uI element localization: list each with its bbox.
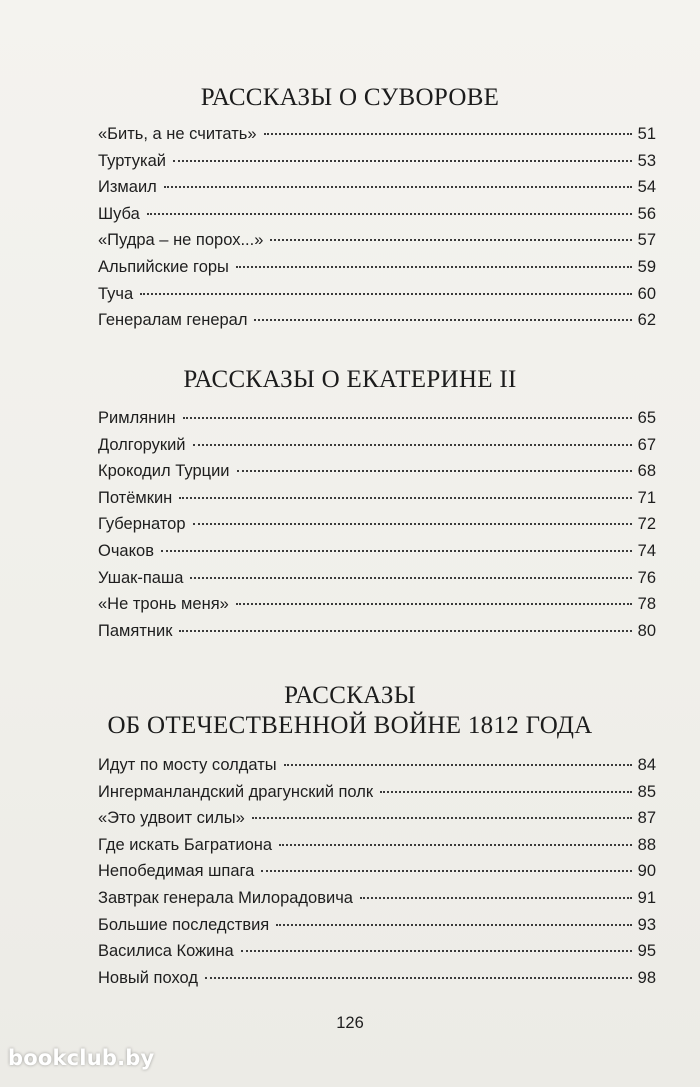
toc-entry: [98, 511, 656, 538]
toc-entry-title: Потёмкин: [98, 488, 173, 507]
dot-leader: [264, 133, 632, 135]
dot-leader: [270, 239, 631, 241]
toc-entry-page-number: 85: [637, 782, 656, 801]
toc-entry-page-number: 80: [637, 621, 656, 640]
toc-entry: [98, 254, 656, 281]
toc-entry-title: Очаков: [98, 541, 154, 560]
toc-entry: [98, 805, 656, 832]
toc-entry: [98, 148, 656, 175]
toc-entry-title: Новый поход: [98, 968, 198, 987]
dot-leader: [147, 213, 632, 215]
toc-entry: [98, 618, 656, 645]
dot-leader: [140, 293, 631, 295]
dot-leader: [236, 266, 632, 268]
toc-entry: [98, 174, 656, 201]
dot-leader: [190, 577, 631, 579]
toc-entry-page-number: 91: [637, 888, 656, 907]
toc-entry-page-number: 56: [637, 204, 656, 223]
toc-entry-title: Памятник: [98, 621, 173, 640]
toc-entry-page-number: 57: [637, 231, 656, 250]
toc-entry-page-number: 54: [637, 178, 656, 197]
toc-list-suvorov: [98, 121, 656, 334]
dot-leader: [279, 844, 632, 846]
toc-entry: [98, 485, 656, 512]
page-number: 126: [336, 1014, 364, 1032]
toc-entry-page-number: 87: [637, 809, 656, 828]
toc-entry-page-number: 72: [637, 515, 656, 534]
toc-entry-page-number: 78: [637, 595, 656, 614]
dot-leader: [193, 523, 632, 525]
toc-entry: [98, 965, 656, 992]
toc-entry: [98, 432, 656, 459]
dot-leader: [164, 186, 632, 188]
toc-entry-title: Крокодил Турции: [98, 462, 230, 481]
toc-entry-title: Идут по мосту солдаты: [98, 756, 277, 774]
toc-entry-title: Генералам генерал: [98, 311, 248, 330]
dot-leader: [360, 897, 632, 899]
section-title-1812-line2: ОБ ОТЕЧЕСТВЕННОЙ ВОЙНЕ 1812 ГОДА: [107, 712, 593, 739]
toc-entry: [98, 858, 656, 885]
toc-entry: [98, 227, 656, 254]
toc-entry-title: Губернатор: [98, 515, 186, 534]
toc-entry: [98, 458, 656, 485]
toc-entry-title: Ингерманландский драгунский полк: [98, 782, 374, 801]
toc-entry-page-number: 67: [637, 435, 656, 454]
toc-entry-title: Долгорукий: [98, 435, 186, 454]
toc-entry-page-number: 90: [637, 862, 656, 881]
toc-entry: [98, 752, 656, 779]
toc-entry-title: Измаил: [98, 178, 157, 197]
toc-entry: [98, 538, 656, 565]
dot-leader: [205, 977, 632, 979]
toc-entry-title: Ушак-паша: [98, 568, 184, 587]
toc-entry-page-number: 93: [637, 915, 656, 934]
toc-entry: [98, 201, 656, 228]
dot-leader: [183, 417, 632, 419]
dot-leader: [241, 950, 632, 952]
toc-entry-title: Где искать Багратиона: [98, 835, 273, 854]
toc-entry-page-number: 98: [637, 968, 656, 987]
toc-entry-page-number: 95: [637, 942, 656, 961]
toc-entry-title: Большие последствия: [98, 915, 270, 934]
dot-leader: [276, 924, 631, 926]
toc-entry: [98, 779, 656, 806]
toc-entry-page-number: 59: [637, 257, 656, 276]
toc-list-1812: [98, 752, 656, 991]
dot-leader: [193, 444, 632, 446]
toc-entry: [98, 591, 656, 618]
toc-entry-title: «Не тронь меня»: [98, 595, 229, 614]
toc-entry-page-number: 68: [637, 462, 656, 481]
toc-entry-page-number: 53: [637, 151, 656, 170]
dot-leader: [179, 497, 631, 499]
toc-entry-title: Завтрак генерала Милорадовича: [98, 888, 353, 907]
toc-entry-page-number: 76: [637, 568, 656, 587]
toc-entry-page-number: 62: [637, 311, 656, 330]
toc-entry-page-number: 60: [637, 284, 656, 303]
dot-leader: [161, 550, 632, 552]
toc-entry-page-number: 84: [637, 756, 656, 774]
toc-entry-title: Римлянин: [98, 409, 176, 427]
toc-entry-page-number: 65: [637, 409, 656, 427]
section-title-suvorov: РАССКАЗЫ О СУВОРОВЕ: [200, 84, 500, 111]
section-title-1812-line1: РАССКАЗЫ: [284, 682, 416, 709]
toc-entry-page-number: 74: [637, 541, 656, 560]
dot-leader: [173, 160, 632, 162]
toc-entry-title: «Бить, а не считать»: [98, 125, 257, 143]
toc-list-catherine: [98, 405, 656, 644]
toc-entry: [98, 121, 656, 148]
toc-entry-title: Альпийские горы: [98, 257, 229, 276]
dot-leader: [252, 817, 632, 819]
dot-leader: [179, 630, 631, 632]
toc-entry-page-number: 88: [637, 835, 656, 854]
dot-leader: [284, 764, 632, 766]
toc-entry-page-number: 71: [637, 488, 656, 507]
toc-entry: [98, 885, 656, 912]
toc-entry: [98, 832, 656, 859]
dot-leader: [236, 603, 632, 605]
dot-leader: [261, 870, 631, 872]
toc-entry: [98, 281, 656, 308]
toc-entry-title: Василиса Кожина: [98, 942, 234, 961]
dot-leader: [237, 470, 632, 472]
toc-entry-title: Шуба: [98, 204, 140, 223]
toc-entry-title: Туртукай: [98, 151, 166, 170]
section-title-catherine: РАССКАЗЫ О ЕКАТЕРИНЕ II: [183, 366, 517, 393]
toc-entry-page-number: 51: [637, 125, 656, 143]
dot-leader: [254, 319, 631, 321]
toc-entry: [98, 307, 656, 334]
toc-entry-title: Непобедимая шпага: [98, 862, 255, 881]
toc-entry: [98, 565, 656, 592]
toc-entry: [98, 912, 656, 939]
toc-entry: [98, 405, 656, 432]
dot-leader: [380, 791, 632, 793]
toc-entry-title: Туча: [98, 284, 134, 303]
watermark-logo: bookclub.by: [8, 1046, 155, 1070]
toc-entry-title: «Пудра – не порох...»: [98, 231, 264, 250]
toc-entry: [98, 938, 656, 965]
toc-entry-title: «Это удвоит силы»: [98, 809, 245, 828]
